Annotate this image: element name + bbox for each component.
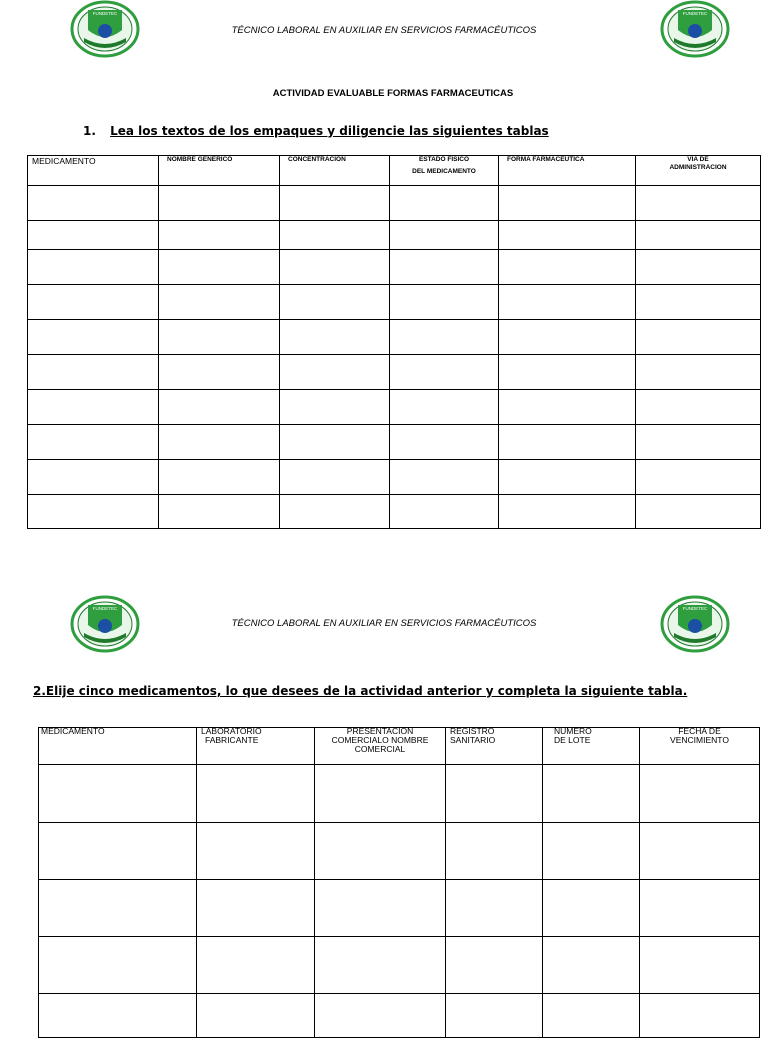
table-cell[interactable] — [636, 425, 761, 460]
table-cell[interactable] — [636, 285, 761, 320]
table-cell[interactable] — [390, 390, 499, 425]
col-header-fecha-line1: FECHA DE — [678, 726, 721, 736]
table-cell[interactable] — [543, 823, 640, 880]
table-row — [39, 765, 760, 823]
table-cell[interactable] — [28, 250, 159, 285]
col-header-forma-farmaceutica: FORMA FARMACEUTICA — [499, 156, 636, 186]
table-cell[interactable] — [390, 355, 499, 390]
table-cell[interactable] — [28, 425, 159, 460]
table-cell[interactable] — [543, 937, 640, 994]
table-cell[interactable] — [159, 390, 280, 425]
table-cell[interactable] — [28, 355, 159, 390]
header-title: TÉCNICO LABORAL EN AUXILIAR EN SERVICIOS FARMACÉUTICOS — [231, 618, 537, 629]
table-cell[interactable] — [159, 285, 280, 320]
section1-number: 1. — [83, 124, 96, 138]
col-header-numero-line2: DE LOTE — [554, 735, 591, 745]
table-cell[interactable] — [446, 823, 543, 880]
table-row — [28, 390, 761, 425]
table-row — [39, 994, 760, 1038]
table-cell[interactable] — [39, 937, 197, 994]
header-title: TÉCNICO LABORAL EN AUXILIAR EN SERVICIOS FARMACÉUTICOS — [231, 25, 537, 36]
table-cell[interactable] — [636, 355, 761, 390]
table-cell[interactable] — [640, 994, 760, 1038]
table-cell[interactable] — [636, 495, 761, 529]
table-cell[interactable] — [390, 495, 499, 529]
table-cell[interactable] — [280, 495, 390, 529]
forms-table — [27, 155, 761, 529]
section1-instruction — [83, 124, 549, 138]
table-row — [28, 320, 761, 355]
table-cell[interactable] — [197, 994, 315, 1038]
svg-text:FUNDETEC: FUNDETEC — [682, 11, 708, 16]
table-cell[interactable] — [390, 250, 499, 285]
table-cell[interactable] — [28, 320, 159, 355]
table-cell[interactable] — [280, 221, 390, 250]
table-header-row — [28, 156, 761, 186]
table-cell[interactable] — [636, 460, 761, 495]
table-cell[interactable] — [28, 285, 159, 320]
svg-text:FUNDETEC: FUNDETEC — [682, 606, 708, 611]
table-row — [28, 186, 761, 221]
table-cell[interactable] — [499, 186, 636, 221]
fundetec-logo — [660, 0, 730, 58]
table-cell[interactable] — [159, 495, 280, 529]
table-cell[interactable] — [446, 765, 543, 823]
table-cell[interactable] — [280, 460, 390, 495]
table-cell[interactable] — [499, 460, 636, 495]
table-cell[interactable] — [390, 460, 499, 495]
table-cell[interactable] — [159, 221, 280, 250]
col-header-via-line1: VIA DE — [687, 156, 709, 163]
table-cell[interactable] — [197, 880, 315, 937]
table-cell[interactable] — [39, 765, 197, 823]
table-cell[interactable] — [446, 937, 543, 994]
table-cell[interactable] — [390, 186, 499, 221]
table-cell[interactable] — [197, 823, 315, 880]
col-header-laboratorio — [197, 728, 315, 765]
table-cell[interactable] — [280, 285, 390, 320]
table-cell[interactable] — [197, 937, 315, 994]
table-cell[interactable] — [636, 186, 761, 221]
col-header-presentacion-line1: PRESENTACION — [346, 726, 414, 736]
table-cell[interactable] — [636, 320, 761, 355]
table-row — [28, 221, 761, 250]
table-cell[interactable] — [159, 186, 280, 221]
col-header-presentacion — [315, 728, 446, 765]
table-cell[interactable] — [499, 320, 636, 355]
table-cell[interactable] — [543, 994, 640, 1038]
table-row — [28, 425, 761, 460]
table-cell[interactable] — [636, 390, 761, 425]
table-cell[interactable] — [39, 994, 197, 1038]
table-cell[interactable] — [280, 390, 390, 425]
table-cell[interactable] — [390, 425, 499, 460]
table-row — [28, 495, 761, 529]
table-cell[interactable] — [640, 765, 760, 823]
table-cell[interactable] — [636, 221, 761, 250]
table-cell[interactable] — [640, 937, 760, 994]
table-cell[interactable] — [159, 320, 280, 355]
svg-text:FUNDETEC: FUNDETEC — [92, 606, 118, 611]
col-header-fecha-vencimiento — [640, 728, 760, 765]
col-header-medicamento: MEDICAMENTO — [28, 156, 159, 186]
col-header-numero-line1: NUMERO — [554, 726, 592, 736]
section1-text: Lea los textos de los empaques y diligencie las siguientes tablas — [110, 124, 549, 138]
activity-title: ACTIVIDAD EVALUABLE FORMAS FARMACEUTICAS — [272, 88, 514, 99]
table-row — [28, 250, 761, 285]
table-header-row — [39, 728, 760, 765]
col-header-estado-fisico — [390, 156, 499, 186]
col-header-estado-line2: DEL MEDICAMENTO — [412, 168, 476, 175]
table-cell[interactable] — [28, 495, 159, 529]
section2-text: 2.Elije cinco medicamentos, lo que desees de la actividad anterior y completa la siguiente tabla. — [33, 684, 688, 698]
table-cell[interactable] — [280, 250, 390, 285]
table-cell[interactable] — [499, 285, 636, 320]
table-cell[interactable] — [390, 221, 499, 250]
table-cell[interactable] — [28, 221, 159, 250]
col-header-presentacion-line3: COMERCIAL — [354, 744, 406, 754]
table-cell[interactable] — [499, 390, 636, 425]
table-row — [39, 880, 760, 937]
table-cell[interactable] — [315, 765, 446, 823]
table-cell[interactable] — [499, 355, 636, 390]
table-row — [39, 823, 760, 880]
table-cell[interactable] — [159, 460, 280, 495]
fundetec-logo — [660, 595, 730, 653]
table-row — [39, 937, 760, 994]
table-cell[interactable] — [499, 250, 636, 285]
col-header-laboratorio-line1: LABORATORIO — [201, 726, 262, 736]
col-header-presentacion-line2: COMERCIALO NOMBRE — [331, 735, 429, 745]
table-cell[interactable] — [39, 823, 197, 880]
table-cell[interactable] — [159, 355, 280, 390]
col-header-via-administracion — [636, 156, 761, 186]
col-header-registro-line1: REGISTRO — [450, 726, 495, 736]
table-cell[interactable] — [446, 994, 543, 1038]
svg-text:FUNDETEC: FUNDETEC — [92, 11, 118, 16]
table-cell[interactable] — [280, 355, 390, 390]
table-cell[interactable] — [446, 880, 543, 937]
col-header-medicamento-text: MEDICAMENTO — [41, 726, 105, 736]
col-header-fecha-line2: VENCIMIENTO — [670, 735, 729, 745]
table-cell[interactable] — [39, 880, 197, 937]
table-cell[interactable] — [159, 425, 280, 460]
col-header-via-line2: ADMINISTRACION — [669, 164, 727, 171]
table-cell[interactable] — [390, 320, 499, 355]
col-header-nombre-generico: NOMBRE GENERICO — [159, 156, 280, 186]
table-cell[interactable] — [197, 765, 315, 823]
table-cell[interactable] — [28, 186, 159, 221]
table-cell[interactable] — [280, 425, 390, 460]
table-cell[interactable] — [390, 285, 499, 320]
col-header-registro-sanitario — [446, 728, 543, 765]
table-cell[interactable] — [280, 186, 390, 221]
table-cell[interactable] — [159, 250, 280, 285]
table-cell[interactable] — [640, 823, 760, 880]
table-cell[interactable] — [315, 937, 446, 994]
table-cell[interactable] — [640, 880, 760, 937]
col-header-medicamento — [39, 728, 197, 765]
col-header-concentracion: CONCENTRACION — [280, 156, 390, 186]
section2-instruction — [33, 684, 687, 698]
table-cell[interactable] — [499, 425, 636, 460]
col-header-laboratorio-line2: FABRICANTE — [205, 735, 259, 745]
table-row — [28, 285, 761, 320]
col-header-estado-line1: ESTADO FISICO — [418, 156, 470, 163]
table-cell[interactable] — [28, 460, 159, 495]
table-row — [28, 460, 761, 495]
table-cell[interactable] — [280, 320, 390, 355]
col-header-numero-lote — [543, 728, 640, 765]
table-cell[interactable] — [543, 880, 640, 937]
medications-table — [38, 727, 760, 1038]
table-cell[interactable] — [315, 880, 446, 937]
table-row — [28, 355, 761, 390]
table-cell[interactable] — [315, 994, 446, 1038]
table-cell[interactable] — [499, 495, 636, 529]
table-cell[interactable] — [315, 823, 446, 880]
table-cell[interactable] — [499, 221, 636, 250]
table-cell[interactable] — [543, 765, 640, 823]
table-cell[interactable] — [28, 390, 159, 425]
table-cell[interactable] — [636, 250, 761, 285]
col-header-registro-line2: SANITARIO — [450, 735, 496, 745]
